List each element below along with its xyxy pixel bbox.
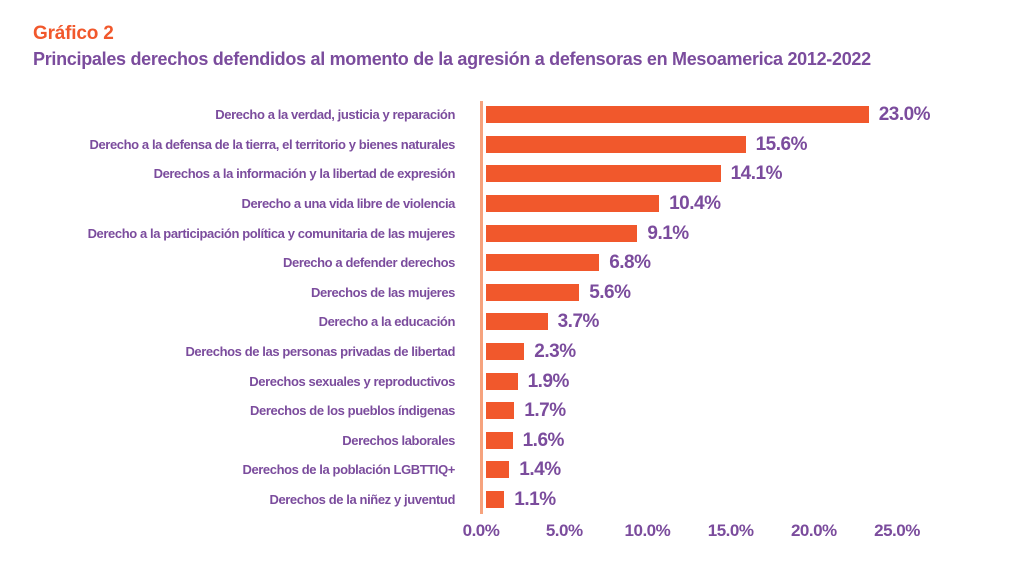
x-tick-label: 25.0% (874, 521, 920, 540)
category-label-text: Derechos de las mujeres (311, 284, 455, 300)
chart-row (0, 189, 1024, 219)
value-label: 1.4% (519, 459, 561, 481)
chart-row (0, 218, 1024, 248)
bar-cell (481, 401, 1024, 420)
x-axis (0, 521, 1024, 547)
value-label: 3.7% (557, 311, 599, 333)
category-label-text: Derecho a defender derechos (283, 255, 455, 271)
category-label-text: Derecho a la verdad, justicia y reparación (215, 107, 455, 123)
value-label: 1.9% (527, 370, 569, 392)
x-tick-label: 0.0% (462, 521, 500, 540)
bar-cell (481, 283, 1024, 302)
category-label-text: Derechos sexuales y reproductivos (249, 373, 455, 389)
bar (486, 461, 509, 478)
bar-cell (481, 490, 1024, 509)
value-label: 23.0% (878, 104, 931, 126)
bar (486, 136, 746, 153)
category-label (0, 138, 481, 151)
chart-row (0, 248, 1024, 278)
chart-row (0, 159, 1024, 189)
category-label (0, 434, 481, 447)
chart-title: Principales derechos defendidos al momento de la agresión a defensoras en Mesoamerica 2012-2022 (33, 49, 871, 69)
chart-row (0, 130, 1024, 160)
bar-cell (481, 460, 1024, 479)
bar (486, 284, 579, 301)
category-label (0, 108, 481, 121)
category-label-text: Derechos de los pueblos índigenas (250, 403, 455, 419)
category-label-text: Derechos de la niñez y juventud (269, 492, 455, 508)
x-tick-label: 20.0% (790, 521, 837, 540)
bar (486, 313, 548, 330)
bar-cell (481, 224, 1024, 243)
category-label-text: Derecho a una vida libre de violencia (241, 196, 455, 212)
category-label-text: Derechos de la población LGBTTIQ+ (242, 462, 455, 478)
bar (486, 373, 518, 390)
category-label-text: Derechos de las personas privadas de libertad (185, 344, 455, 360)
category-label (0, 256, 481, 269)
value-label: 9.1% (647, 222, 689, 244)
bar (486, 254, 599, 271)
category-label (0, 463, 481, 476)
category-label (0, 286, 481, 299)
value-label: 1.1% (514, 489, 556, 511)
chart-row (0, 100, 1024, 130)
category-label (0, 167, 481, 180)
value-label: 10.4% (669, 193, 721, 215)
chart-row (0, 455, 1024, 485)
category-label-text: Derechos a la información y la libertad de expresión (153, 166, 455, 182)
value-label: 1.6% (522, 429, 564, 451)
category-label (0, 375, 481, 388)
bar (486, 225, 637, 242)
chart-row (0, 307, 1024, 337)
value-label: 6.8% (609, 252, 651, 274)
category-label (0, 197, 481, 210)
bar (486, 432, 513, 449)
bar (486, 491, 504, 508)
x-tick-label: 5.0% (545, 521, 583, 540)
value-label: 2.3% (534, 341, 576, 363)
bar (486, 165, 721, 182)
chart-kicker: Gráfico 2 (33, 23, 114, 44)
chart-rows (0, 100, 1024, 514)
bar-cell (481, 372, 1024, 391)
category-label (0, 493, 481, 506)
category-label (0, 227, 481, 240)
bar (486, 195, 659, 212)
chart-row (0, 426, 1024, 456)
value-label: 15.6% (755, 133, 807, 155)
category-label (0, 315, 481, 328)
bar-cell (481, 253, 1024, 272)
category-label (0, 404, 481, 417)
chart-row (0, 396, 1024, 426)
bar-cell (481, 135, 1024, 154)
chart-row (0, 485, 1024, 515)
bar (486, 343, 524, 360)
category-label-text: Derecho a la defensa de la tierra, el territorio y bienes naturales (89, 136, 455, 152)
bar-chart (0, 100, 1024, 560)
category-label (0, 345, 481, 358)
bar-cell (481, 312, 1024, 331)
bar-cell (481, 105, 1024, 124)
value-label: 5.6% (589, 281, 631, 303)
bar-cell (481, 164, 1024, 183)
bar (486, 106, 869, 123)
chart-row (0, 278, 1024, 308)
bar-cell (481, 431, 1024, 450)
x-tick-label: 10.0% (624, 521, 671, 540)
chart-row (0, 366, 1024, 396)
x-tick-label: 15.0% (707, 521, 754, 540)
bar (486, 402, 514, 419)
chart-row (0, 337, 1024, 367)
category-label-text: Derecho a la educación (318, 314, 455, 330)
y-axis-line (480, 101, 483, 514)
bar-cell (481, 194, 1024, 213)
value-label: 1.7% (524, 400, 566, 422)
category-label-text: Derecho a la participación política y comunitaria de las mujeres (87, 225, 455, 241)
value-label: 14.1% (730, 163, 782, 185)
category-label-text: Derechos laborales (342, 432, 455, 448)
bar-cell (481, 342, 1024, 361)
